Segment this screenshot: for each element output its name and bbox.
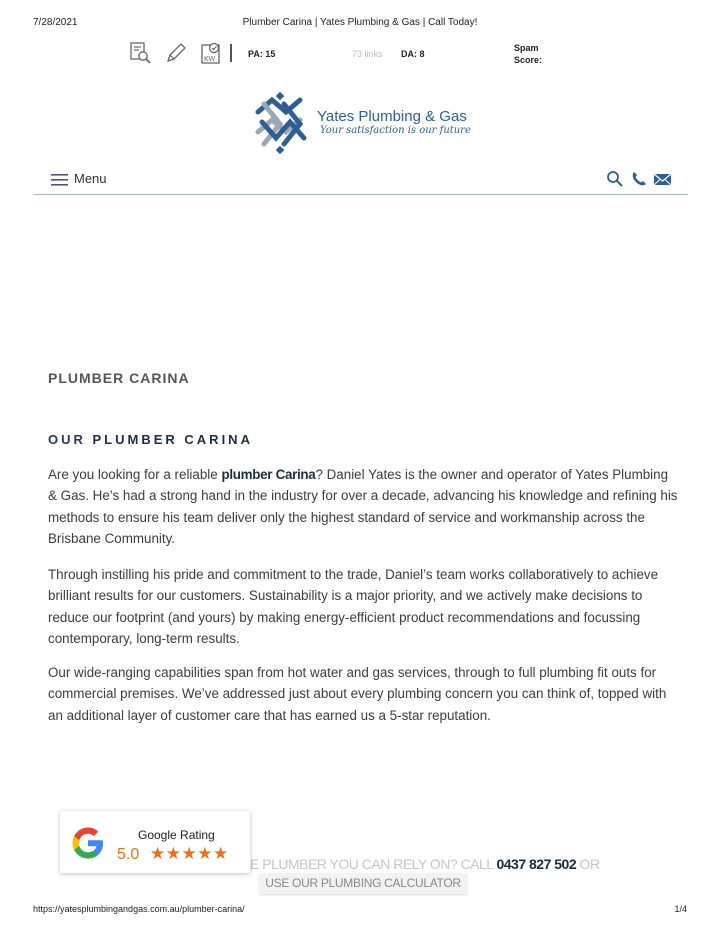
rating-title: Google Rating [138,828,215,842]
print-date: 7/28/2021 [33,17,78,28]
logo-brand-name: Yates Plumbing & Gas [317,108,467,125]
logo-knot-icon [250,92,312,154]
main-navbar [34,166,688,195]
rating-stars: ★★★★★ [150,844,229,863]
search-icon[interactable] [606,170,624,188]
plumber-carina-link[interactable]: plumber Carina [221,467,316,482]
section-heading [48,432,253,447]
keyword-icon[interactable] [200,41,224,65]
toolbar-separator [230,44,232,62]
rating-score: 5.0 [117,846,140,863]
intro-paragraph [48,464,678,550]
site-logo[interactable] [250,92,490,156]
sustainability-paragraph: Through instilling his pride and commitment to the trade, Daniel’s team works collaboratively to achieve brilliant results for our customers. Sustainability is a major priority, and we actively make decisions to reduce our footprint (and yours) by making energy-efficient product recommendations and focussing contemporary, long-term results. [48,567,659,647]
print-page-number: 1/4 [674,904,687,914]
cta-phone-link[interactable]: 0437 827 502 [496,856,577,872]
menu-button[interactable]: Menu [74,171,107,186]
cta-text-before: E PLUMBER YOU CAN RELY ON? CALL [250,856,497,872]
links-count[interactable]: 73 links [352,49,383,59]
print-page-title: Plumber Carina | Yates Plumbing & Gas | Call Today! [242,17,478,28]
mail-icon[interactable] [653,170,672,188]
cta-text-after: OR [576,856,600,872]
svg-text:KW: KW [204,55,216,63]
domain-authority: DA: 8 [401,49,425,59]
capabilities-paragraph: Our wide-ranging capabilities span from hot water and gas services, through to full plumbing fit outs for commercial premises. We’ve addressed just about every plumbing concern you can think of, topped with an additional layer of customer care that has earned us a 5-star reputation. [48,665,667,723]
google-rating-widget[interactable] [60,811,250,873]
page-title: PLUMBER CARINA [48,370,190,386]
hamburger-menu-icon[interactable] [51,173,69,187]
logo-tagline: Your satisfaction is our future [320,125,471,136]
section-heading-prefix: OUR [48,432,86,447]
print-url: https://yatesplumbingandgas.com.au/plumber-carina/ [33,904,245,914]
seo-toolbar [0,38,720,72]
call-to-action [250,856,600,872]
intro-text-after: ? Daniel Yates is the owner and operator of Yates Plumbing & Gas. He’s had a strong hand in the industry for over a decade, advancing his knowledge and refining his methods to ensure his team deliver only the highest standard of service and workmanship across the Brisbane Community. [48,467,678,547]
pencil-icon[interactable] [164,41,188,65]
intro-text-before: Are you looking for a reliable [48,467,222,482]
spam-score: Spam Score: [514,43,543,65]
section-heading-strong: PLUMBER CARINA [92,432,253,447]
plumbing-calculator-button[interactable]: USE OUR PLUMBING CALCULATOR [259,873,467,894]
google-logo-icon [70,825,106,861]
page-analysis-icon[interactable] [128,41,152,65]
phone-icon[interactable] [630,170,648,188]
page-authority: PA: 15 [248,49,276,59]
